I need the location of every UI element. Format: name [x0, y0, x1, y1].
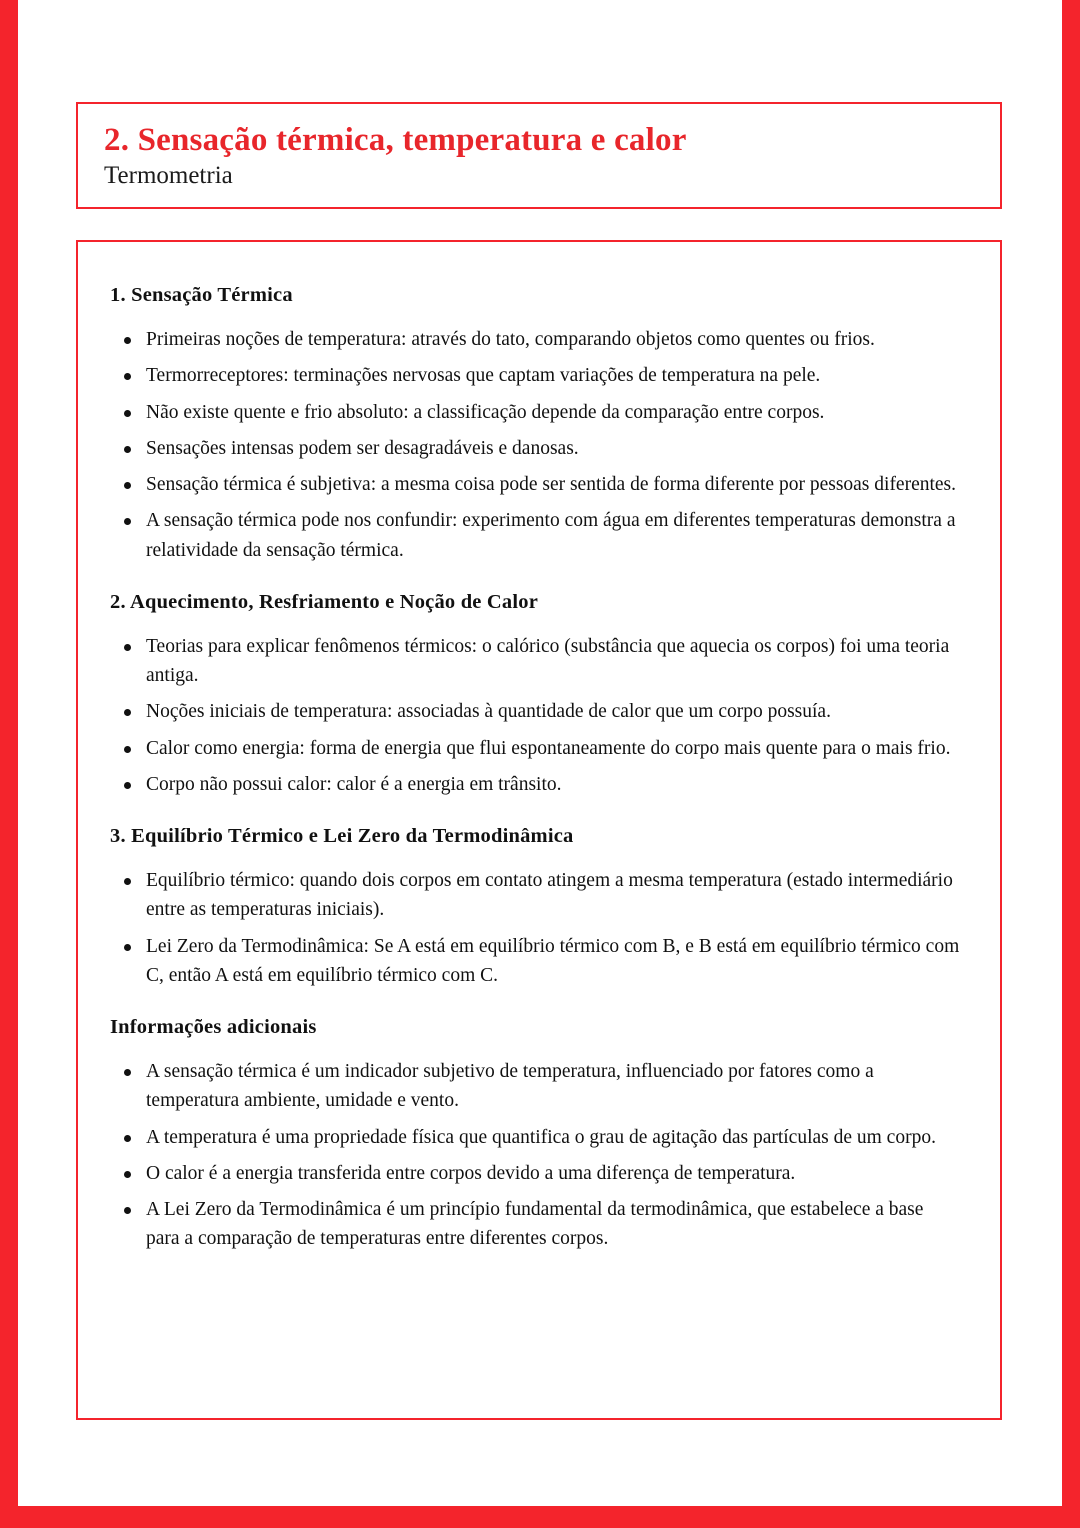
section-bullet-list	[110, 1057, 960, 1254]
list-item: Sensação térmica é subjetiva: a mesma coisa pode ser sentida de forma diferente por pessoas diferentes.	[110, 470, 960, 499]
title-panel	[76, 102, 1002, 209]
list-item: Primeiras noções de temperatura: através do tato, comparando objetos como quentes ou frios.	[110, 325, 960, 354]
section-informacoes-adicionais	[110, 1016, 960, 1254]
list-item: Corpo não possui calor: calor é a energia em trânsito.	[110, 770, 960, 799]
list-item: Não existe quente e frio absoluto: a classificação depende da comparação entre corpos.	[110, 398, 960, 427]
list-item: Lei Zero da Termodinâmica: Se A está em equilíbrio térmico com B, e B está em equilíbrio térmico com C, então A está em equilíbrio térmico com C.	[110, 932, 960, 991]
section-bullet-list	[110, 325, 960, 565]
section-heading: 2. Aquecimento, Resfriamento e Noção de Calor	[110, 590, 539, 613]
section-sensacao-termica	[110, 284, 960, 565]
section-heading: Informações adicionais	[110, 1016, 317, 1038]
page-title: 2. Sensação térmica, temperatura e calor	[104, 122, 687, 158]
section-equilibrio-termico	[110, 825, 960, 990]
section-heading: 1. Sensação Térmica	[110, 284, 293, 306]
section-aquecimento-resfriamento	[110, 591, 960, 799]
list-item: Teorias para explicar fenômenos térmicos: o calórico (substância que aquecia os corpos) foi uma teoria antiga.	[110, 632, 960, 691]
content-panel	[76, 240, 1002, 1420]
list-item: A temperatura é uma propriedade física que quantifica o grau de agitação das partículas de um corpo.	[110, 1123, 960, 1152]
section-heading: 3. Equilíbrio Térmico e Lei Zero da Termodinâmica	[110, 825, 574, 847]
list-item: Sensações intensas podem ser desagradáveis e danosas.	[110, 434, 960, 463]
right-accent-bar	[1062, 0, 1080, 1528]
section-bullet-list	[110, 632, 960, 799]
left-accent-bar	[0, 0, 18, 1528]
list-item: Equilíbrio térmico: quando dois corpos em contato atingem a mesma temperatura (estado intermediário entre as temperaturas iniciais).	[110, 866, 960, 925]
list-item: Calor como energia: forma de energia que flui espontaneamente do corpo mais quente para o mais frio.	[110, 734, 960, 763]
list-item: Termorreceptores: terminações nervosas que captam variações de temperatura na pele.	[110, 361, 960, 390]
section-bullet-list	[110, 866, 960, 990]
list-item: O calor é a energia transferida entre corpos devido a uma diferença de temperatura.	[110, 1159, 960, 1188]
list-item: A sensação térmica pode nos confundir: experimento com água em diferentes temperaturas demonstra a relatividade da sensação térmica.	[110, 506, 960, 565]
bottom-accent-bar	[0, 1506, 1080, 1528]
list-item: A sensação térmica é um indicador subjetivo de temperatura, influenciado por fatores como a temperatura ambiente, umidade e vento.	[110, 1057, 960, 1116]
page-subtitle: Termometria	[104, 161, 233, 189]
list-item: Noções iniciais de temperatura: associadas à quantidade de calor que um corpo possuía.	[110, 697, 960, 726]
list-item: A Lei Zero da Termodinâmica é um princípio fundamental da termodinâmica, que estabelece a base para a comparação de temperaturas entre diferentes corpos.	[110, 1195, 960, 1254]
